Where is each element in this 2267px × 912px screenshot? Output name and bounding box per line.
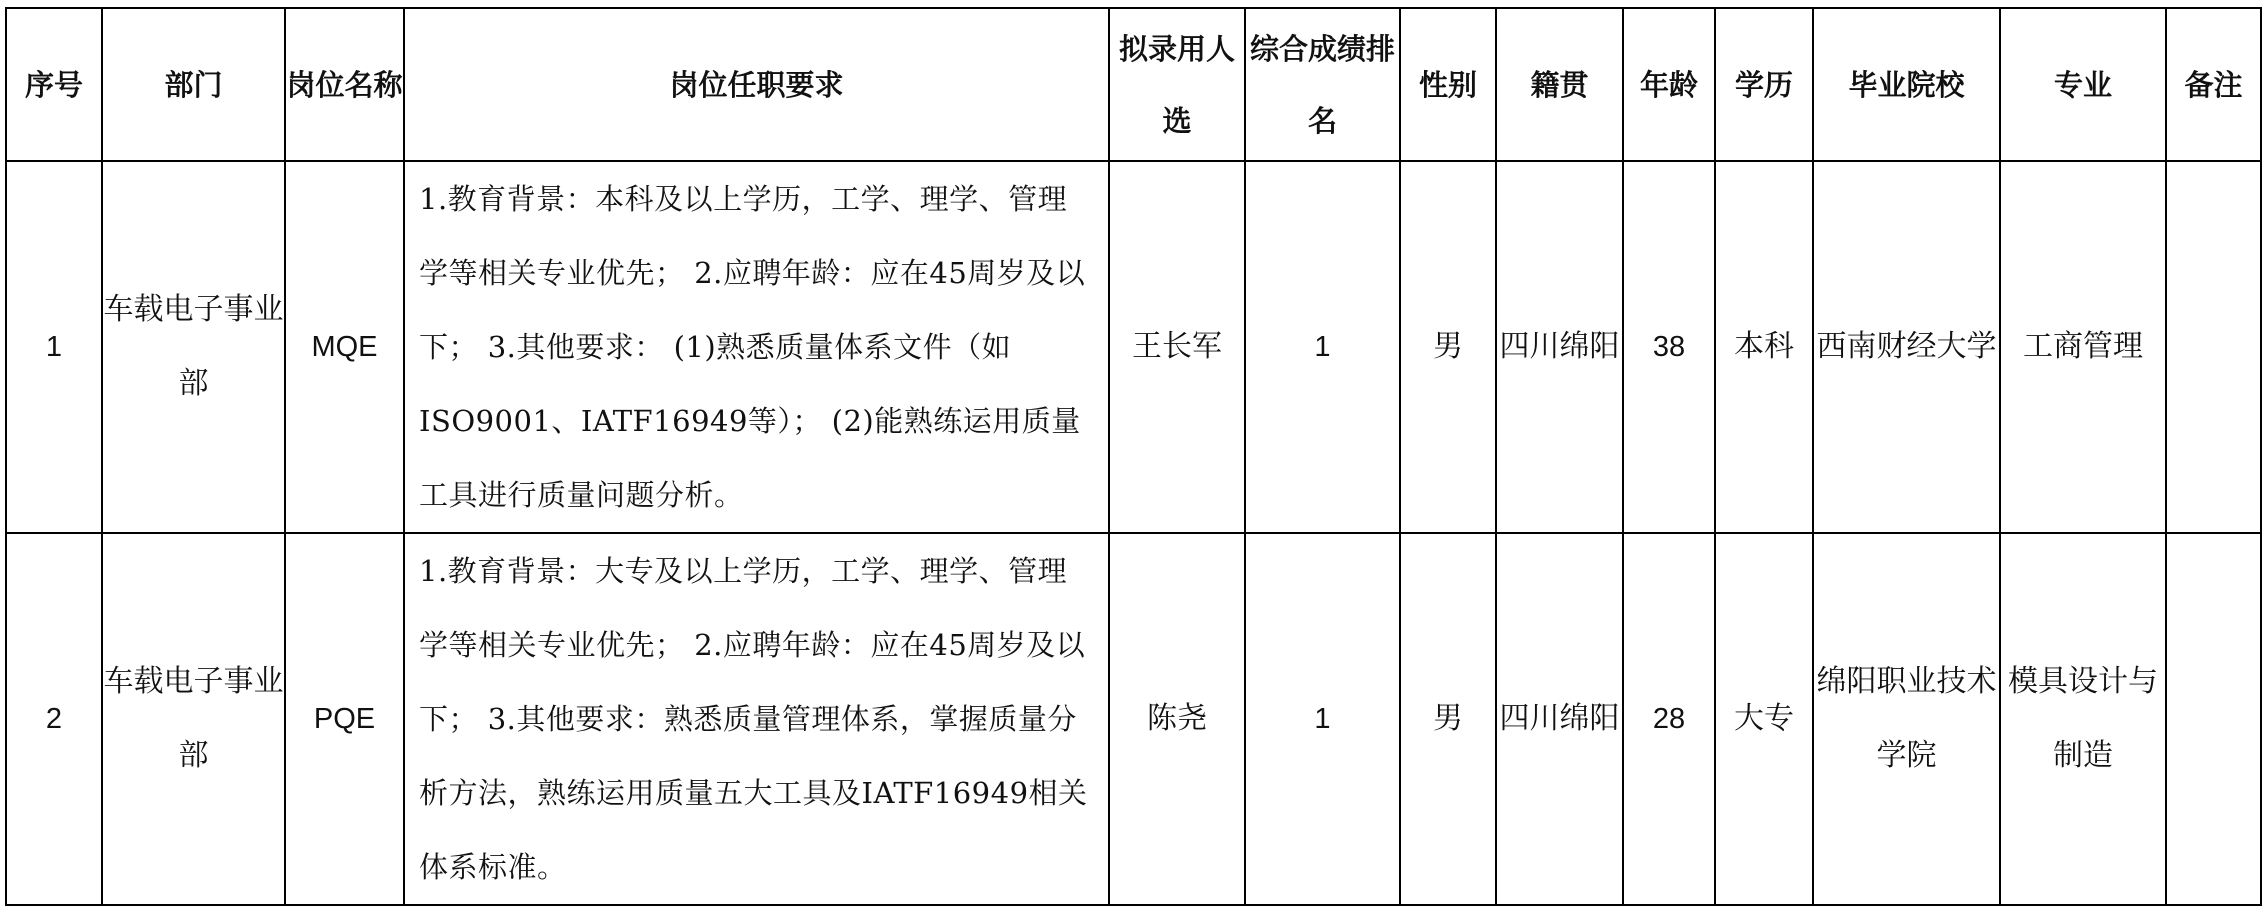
header-education: 学历	[1715, 8, 1813, 161]
cell-requirements: 1.教育背景：本科及以上学历，工学、理学、管理学等相关专业优先； 2.应聘年龄：应在45周岁及以下； 3.其他要求： (1)熟悉质量体系文件（如ISO9001、IATF16949等）； (2)能熟练运用质量工具进行质量问题分析。	[404, 161, 1109, 533]
cell-position: MQE	[285, 161, 404, 533]
cell-education: 本科	[1715, 161, 1813, 533]
header-origin: 籍贯	[1496, 8, 1623, 161]
cell-rank: 1	[1245, 161, 1400, 533]
header-position: 岗位名称	[285, 8, 404, 161]
cell-department: 车载电子事业部	[102, 533, 285, 905]
table-container	[5, 7, 2262, 906]
cell-index: 1	[6, 161, 102, 533]
cell-requirements: 1.教育背景：大专及以上学历，工学、理学、管理学等相关专业优先； 2.应聘年龄：应在45周岁及以下； 3.其他要求：熟悉质量管理体系，掌握质量分析方法，熟练运用质量五大工具及IATF16949相关体系标准。	[404, 533, 1109, 905]
cell-age: 38	[1623, 161, 1715, 533]
cell-rank: 1	[1245, 533, 1400, 905]
header-candidate: 拟录用人选	[1109, 8, 1245, 161]
cell-origin: 四川绵阳	[1496, 533, 1623, 905]
cell-index: 2	[6, 533, 102, 905]
cell-position: PQE	[285, 533, 404, 905]
header-row	[6, 8, 2261, 161]
header-department: 部门	[102, 8, 285, 161]
cell-school: 西南财经大学	[1813, 161, 2000, 533]
cell-remarks	[2166, 533, 2261, 905]
cell-candidate: 陈尧	[1109, 533, 1245, 905]
header-school: 毕业院校	[1813, 8, 2000, 161]
header-remarks: 备注	[2166, 8, 2261, 161]
table-row	[6, 161, 2261, 533]
table-row	[6, 533, 2261, 905]
cell-department: 车载电子事业部	[102, 161, 285, 533]
cell-gender: 男	[1400, 533, 1496, 905]
cell-candidate: 王长军	[1109, 161, 1245, 533]
cell-origin: 四川绵阳	[1496, 161, 1623, 533]
cell-major: 模具设计与制造	[2000, 533, 2166, 905]
header-major: 专业	[2000, 8, 2166, 161]
cell-education: 大专	[1715, 533, 1813, 905]
header-gender: 性别	[1400, 8, 1496, 161]
cell-school: 绵阳职业技术学院	[1813, 533, 2000, 905]
cell-gender: 男	[1400, 161, 1496, 533]
header-requirements: 岗位任职要求	[404, 8, 1109, 161]
header-rank: 综合成绩排名	[1245, 8, 1400, 161]
recruitment-table	[5, 7, 2262, 906]
header-age: 年龄	[1623, 8, 1715, 161]
cell-remarks	[2166, 161, 2261, 533]
cell-major: 工商管理	[2000, 161, 2166, 533]
cell-age: 28	[1623, 533, 1715, 905]
header-index: 序号	[6, 8, 102, 161]
